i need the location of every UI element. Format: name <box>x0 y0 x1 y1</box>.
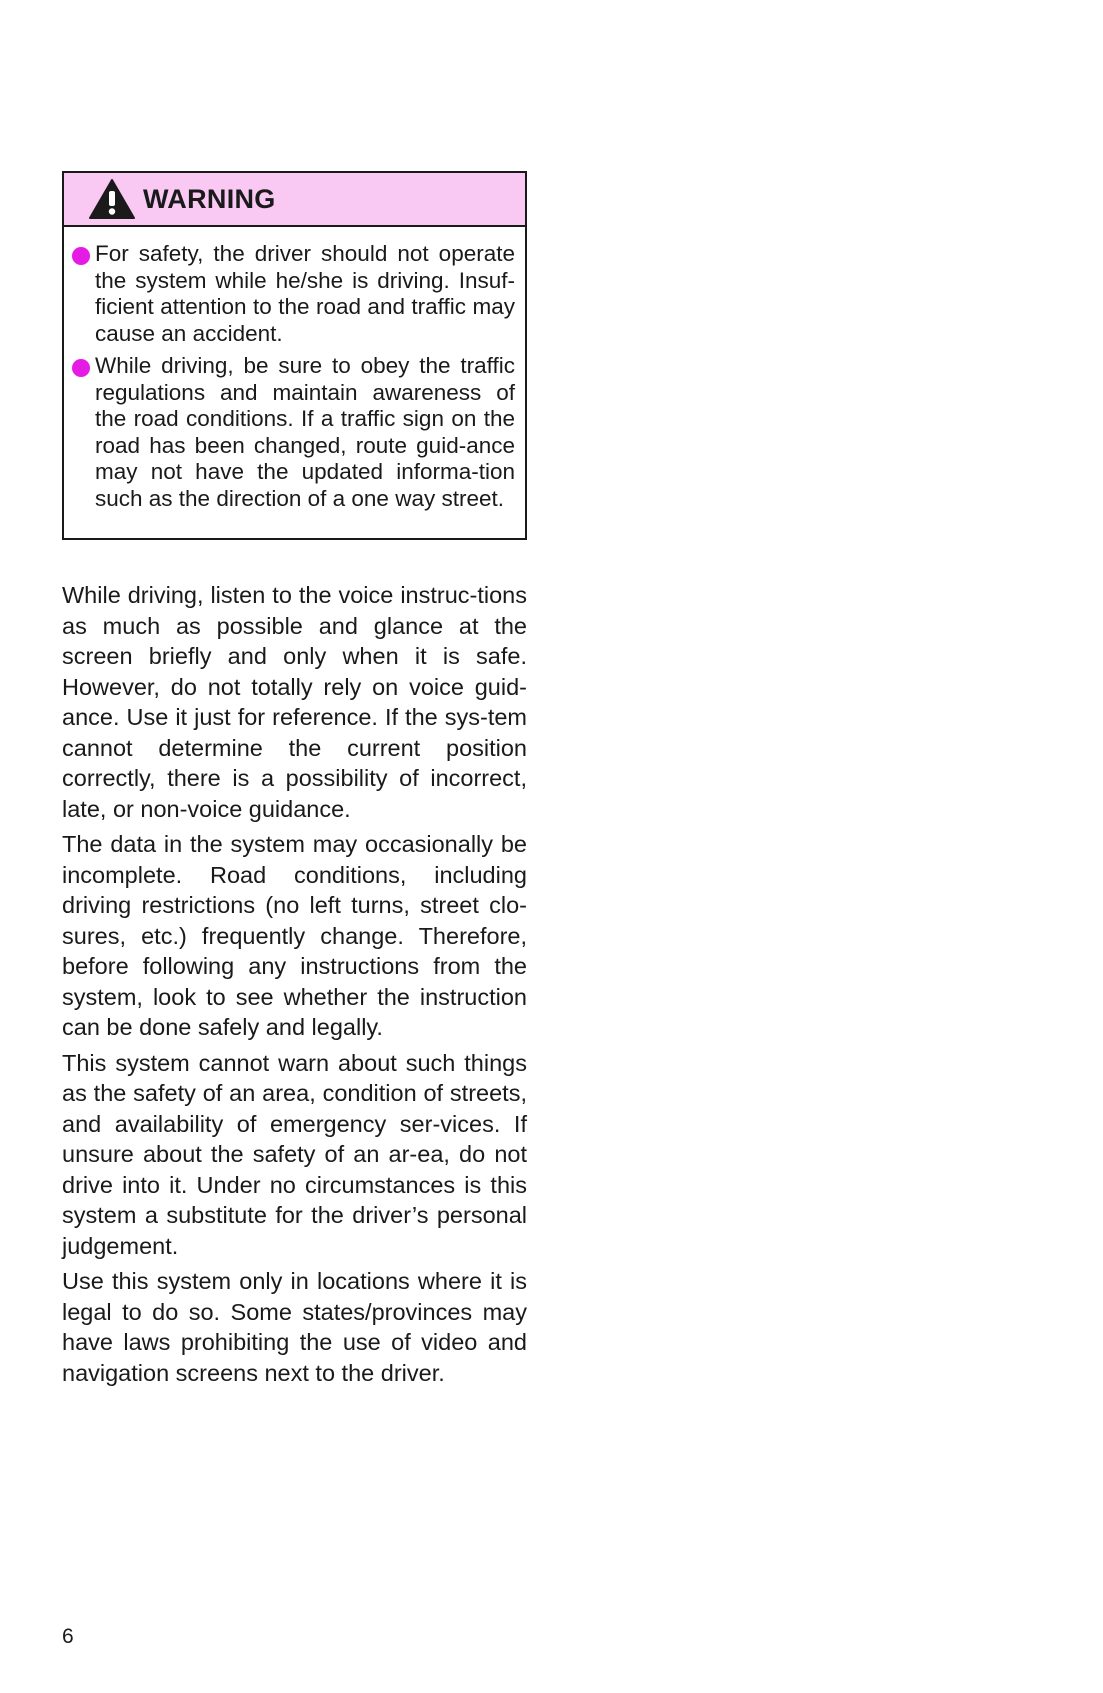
warning-item-text: While driving, be sure to obey the traffic regulations and maintain awareness of the road conditions. If a traffic sign on the road has been changed, route guid-ance may not have the updated informa-tion such as the direction of a one way street. <box>95 353 515 511</box>
warning-item <box>72 241 515 347</box>
bullet-icon <box>72 359 90 377</box>
warning-header <box>64 173 525 227</box>
body-text <box>62 580 527 1393</box>
paragraph: This system cannot warn about such things as the safety of an area, condition of streets, and availability of emergency ser-vices. If unsure about the safety of an ar-ea, do not drive into it. Under no circumstances is this system a substitute for the driver’s personal judgement. <box>62 1049 527 1259</box>
paragraph: Use this system only in locations where it is legal to do so. Some states/provinces may have laws prohibiting the use of video and navigation screens next to the driver. <box>62 1268 527 1386</box>
warning-title: WARNING <box>143 183 276 214</box>
paragraph: While driving, listen to the voice instruc-tions as much as possible and glance at the screen briefly and only when it is safe. However, do not totally rely on voice guid-ance. Use it just for reference. If the sys-tem cannot determine the current position correctly, there is a possibility of incorrect, late, or non-voice guidance. <box>62 582 527 822</box>
page-number: 6 <box>62 1625 74 1648</box>
warning-item-text: For safety, the driver should not operate the system while he/she is driving. Insuf-ficient attention to the road and traffic may cause an accident. <box>95 241 515 346</box>
warning-body <box>64 227 525 538</box>
warning-triangle-icon <box>88 178 136 220</box>
paragraph: The data in the system may occasionally be incomplete. Road conditions, including driving restrictions (no left turns, street clo-sures, etc.) frequently change. Therefore, before following any instructions from the system, look to see whether the instruction can be done safely and legally. <box>62 831 527 1040</box>
bullet-icon <box>72 247 90 265</box>
warning-item <box>72 353 515 512</box>
warning-box <box>62 171 527 540</box>
